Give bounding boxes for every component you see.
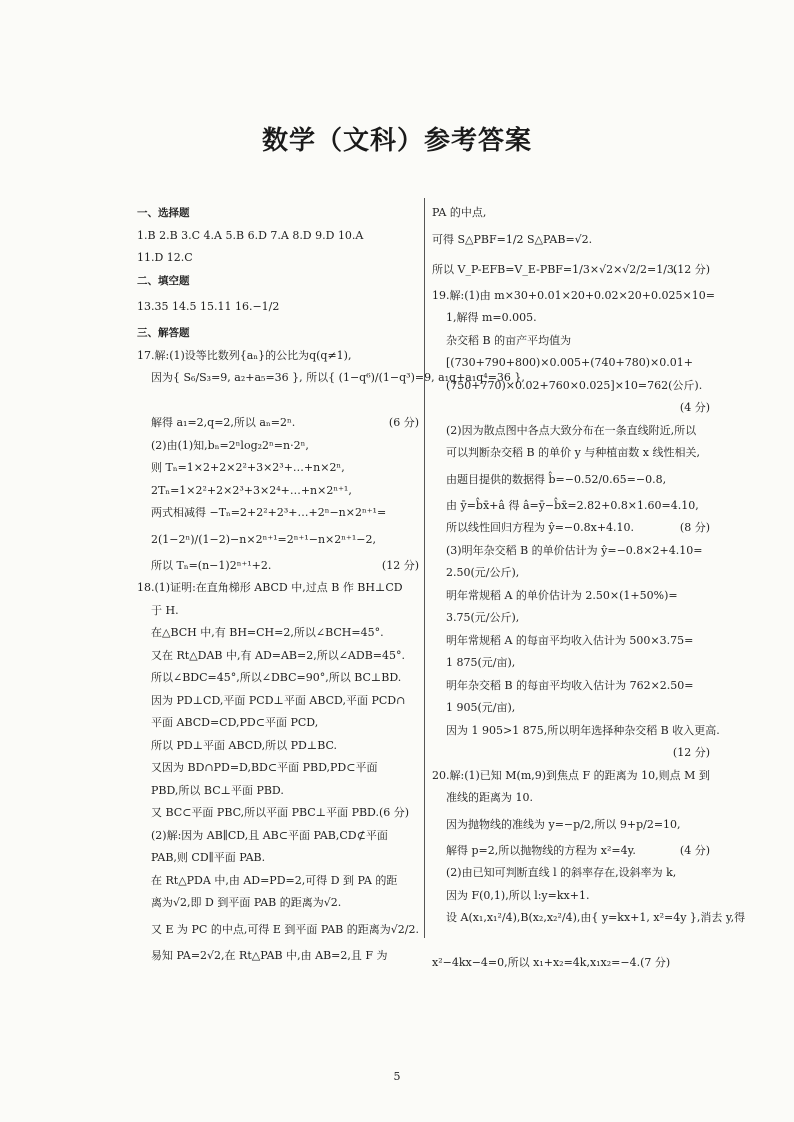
line-text: (2)因为散点图中各点大致分布在一条直线附近,所以 bbox=[446, 423, 697, 437]
text-line bbox=[432, 697, 710, 720]
line-text: 所以 Tₙ=(n−1)2ⁿ⁺¹+2. bbox=[151, 558, 272, 572]
line-text: [(730+790+800)×0.005+(740+780)×0.01+ bbox=[446, 356, 693, 369]
text-line bbox=[137, 345, 419, 368]
text-line bbox=[432, 585, 710, 608]
text-line bbox=[137, 502, 419, 525]
score-points: (6 分) bbox=[388, 416, 419, 429]
page-title: 数学（文科）参考答案 bbox=[261, 126, 532, 156]
line-text: (4 分) bbox=[679, 401, 710, 414]
line-text: 三、解答题 bbox=[137, 327, 190, 339]
line-text: (3)明年杂交稻 B 的单价估计为 ŷ=−0.8×2+4.10= bbox=[446, 543, 703, 557]
text-line bbox=[137, 870, 419, 893]
page-number: 5 bbox=[393, 1070, 401, 1083]
line-text: 由题目提供的数据得 b̂=−0.52/0.65=−0.8, bbox=[446, 472, 667, 486]
text-line bbox=[137, 525, 419, 555]
line-text: 所以∠BDC=45°,所以∠DBC=90°,所以 BC⊥BD. bbox=[151, 671, 402, 684]
line-text: 明年杂交稻 B 的每亩平均收入估计为 762×2.50= bbox=[446, 678, 694, 692]
text-line bbox=[432, 562, 710, 585]
line-text: 11.D 12.C bbox=[137, 251, 193, 264]
line-text: 准线的距离为 10. bbox=[446, 791, 533, 804]
line-text: 2Tₙ=1×2²+2×2³+3×2⁴+…+n×2ⁿ⁺¹, bbox=[151, 483, 352, 497]
text-line bbox=[137, 802, 419, 825]
text-line bbox=[137, 457, 419, 480]
text-line bbox=[137, 735, 419, 758]
line-text: 可得 S△PBF=1/2 S△PAB=√2. bbox=[432, 232, 593, 246]
line-text: 明年常规稻 A 的单价估计为 2.50×(1+50%)= bbox=[446, 588, 678, 602]
line-text: 2.50(元/公斤), bbox=[446, 566, 520, 579]
column-divider bbox=[424, 198, 425, 938]
text-line bbox=[137, 225, 419, 248]
text-line bbox=[137, 270, 419, 293]
text-line bbox=[432, 607, 710, 630]
line-text: 因为{ S₆/S₃=9, a₂+a₅=36 }, 所以{ (1−q⁶)/(1−q³)=9, a₁q+a₁q⁴=36 }, bbox=[151, 371, 525, 384]
line-text: 13.35 14.5 15.11 16.−1/2 bbox=[137, 300, 280, 313]
line-text: 两式相减得 −Tₙ=2+2²+2³+…+2ⁿ−n×2ⁿ⁺¹= bbox=[151, 506, 387, 519]
text-line bbox=[432, 630, 710, 653]
line-text: 离为√2,即 D 到平面 PAB 的距离为√2. bbox=[151, 896, 342, 909]
text-line bbox=[137, 555, 419, 578]
text-line bbox=[432, 652, 710, 675]
text-line bbox=[432, 330, 710, 353]
line-text: 所以线性回归方程为 ŷ=−0.8x+4.10. bbox=[446, 521, 635, 534]
text-line bbox=[137, 202, 419, 225]
text-line bbox=[432, 442, 710, 465]
text-line bbox=[137, 667, 419, 690]
line-text: 1,解得 m=0.005. bbox=[446, 311, 537, 324]
line-text: 设 A(x₁,x₁²/4),B(x₂,x₂²/4),由{ y=kx+1, x²=4y },消去 y,得 bbox=[446, 911, 746, 924]
text-line bbox=[137, 847, 419, 870]
text-line bbox=[137, 825, 419, 848]
text-line bbox=[432, 907, 746, 952]
text-line bbox=[432, 952, 710, 975]
text-line bbox=[432, 465, 710, 495]
line-text: 因为 F(0,1),所以 l:y=kx+1. bbox=[446, 888, 590, 902]
text-line bbox=[137, 577, 419, 600]
line-text: 解得 a₁=2,q=2,所以 aₙ=2ⁿ. bbox=[151, 416, 296, 429]
text-line bbox=[137, 435, 419, 458]
line-text: 因为抛物线的准线为 y=−p/2,所以 9+p/2=10, bbox=[446, 817, 681, 831]
line-text: 3.75(元/公斤), bbox=[446, 611, 520, 624]
text-line bbox=[432, 420, 710, 443]
line-text: 1 875(元/亩), bbox=[446, 656, 516, 669]
text-line bbox=[432, 742, 710, 765]
line-text: 所以 V_P-EFB=V_E-PBF=1/3×√2×√2/2=1/3. bbox=[432, 262, 678, 276]
line-text: PA 的中点, bbox=[432, 206, 487, 219]
line-text: 2(1−2ⁿ)/(1−2)−n×2ⁿ⁺¹=2ⁿ⁺¹−n×2ⁿ⁺¹−2, bbox=[151, 532, 376, 546]
line-text: 由 ȳ=b̂x̄+â 得 â=ȳ−b̂x̄=2.82+0.8×1.60=4.10, bbox=[446, 498, 699, 512]
line-text: 可以判断杂交稻 B 的单价 y 与种植亩数 x 线性相关, bbox=[446, 446, 700, 459]
line-text: 所以 PD⊥平面 ABCD,所以 PD⊥BC. bbox=[151, 738, 338, 752]
text-line bbox=[137, 645, 419, 668]
text-line bbox=[432, 517, 710, 540]
line-text: 又因为 BD∩PD=D,BD⊂平面 PBD,PD⊂平面 bbox=[151, 761, 378, 774]
line-text: 1.B 2.B 3.C 4.A 5.B 6.D 7.A 8.D 9.D 10.A bbox=[137, 228, 364, 242]
text-line bbox=[432, 352, 710, 375]
text-line bbox=[137, 690, 419, 713]
text-line bbox=[432, 307, 710, 330]
line-text: 20.解:(1)已知 M(m,9)到焦点 F 的距离为 10,则点 M 到 bbox=[432, 768, 710, 782]
line-text: (2)由已知可判断直线 l 的斜率存在,设斜率为 k, bbox=[446, 866, 677, 879]
line-text: 二、填空题 bbox=[137, 274, 190, 287]
text-line bbox=[432, 225, 710, 255]
text-line bbox=[137, 757, 419, 780]
line-text: (12 分) bbox=[672, 746, 710, 759]
text-line bbox=[432, 810, 710, 840]
text-line bbox=[432, 840, 710, 863]
line-text: 易知 PA=2√2,在 Rt△PAB 中,由 AB=2,且 F 为 bbox=[151, 948, 388, 962]
text-line bbox=[137, 247, 419, 270]
score-points: (12 分) bbox=[672, 262, 710, 276]
line-text: (2)由(1)知,bₙ=2ⁿlog₂2ⁿ=n·2ⁿ, bbox=[151, 438, 309, 452]
line-text: 在△BCH 中,有 BH=CH=2,所以∠BCH=45°. bbox=[151, 626, 384, 639]
score-points: (4 分) bbox=[679, 843, 710, 857]
line-text: PAB,则 CD∥平面 PAB. bbox=[151, 851, 266, 864]
line-text: 杂交稻 B 的亩产平均值为 bbox=[446, 333, 572, 347]
line-text: (750+770)×0.02+760×0.025]×10=762(公斤). bbox=[446, 378, 703, 392]
text-line bbox=[137, 712, 419, 735]
text-line bbox=[137, 412, 419, 435]
text-line bbox=[432, 397, 710, 420]
line-text: 解得 p=2,所以抛物线的方程为 x²=4y. bbox=[446, 843, 636, 857]
text-line bbox=[432, 375, 710, 398]
text-line bbox=[432, 765, 710, 788]
line-text: 一、选择题 bbox=[137, 207, 190, 219]
text-line bbox=[137, 322, 419, 345]
line-text: 在 Rt△PDA 中,由 AD=PD=2,可得 D 到 PA 的距 bbox=[151, 873, 398, 887]
text-line bbox=[137, 915, 419, 945]
line-text: 于 H. bbox=[151, 603, 179, 617]
line-text: 又 BC⊂平面 PBC,所以平面 PBC⊥平面 PBD.(6 分) bbox=[151, 806, 410, 819]
line-text: 因为 PD⊥CD,平面 PCD⊥平面 ABCD,平面 PCD∩ bbox=[151, 693, 406, 707]
line-text: 明年常规稻 A 的每亩平均收入估计为 500×3.75= bbox=[446, 633, 694, 647]
line-text: 又 E 为 PC 的中点,可得 E 到平面 PAB 的距离为√2/2. bbox=[151, 922, 419, 936]
line-text: 因为 1 905>1 875,所以明年选择种杂交稻 B 收入更高. bbox=[446, 723, 720, 737]
line-text: (2)解:因为 AB∥CD,且 AB⊂平面 PAB,CD⊄平面 bbox=[151, 828, 388, 842]
text-line bbox=[432, 675, 710, 698]
text-line bbox=[137, 780, 419, 803]
text-line bbox=[432, 720, 720, 743]
line-text: 17.解:(1)设等比数列{aₙ}的公比为q(q≠1), bbox=[137, 348, 352, 362]
text-line bbox=[432, 202, 710, 225]
line-text: 19.解:(1)由 m×30+0.01×20+0.02×20+0.025×10= bbox=[432, 288, 715, 302]
text-line bbox=[137, 892, 419, 915]
text-line bbox=[432, 885, 710, 908]
score-points: (8 分) bbox=[679, 521, 710, 534]
score-points: (12 分) bbox=[381, 558, 419, 572]
text-line bbox=[137, 480, 419, 503]
text-line bbox=[137, 367, 525, 412]
line-text: 又在 Rt△DAB 中,有 AD=AB=2,所以∠ADB=45°. bbox=[151, 648, 405, 662]
line-text: x²−4kx−4=0,所以 x₁+x₂=4k,x₁x₂=−4.(7 分) bbox=[432, 956, 671, 969]
text-line bbox=[137, 622, 419, 645]
line-text: 1 905(元/亩), bbox=[446, 701, 516, 714]
line-text: 平面 ABCD=CD,PD⊂平面 PCD, bbox=[151, 716, 319, 729]
right-column bbox=[432, 202, 746, 975]
text-line bbox=[137, 600, 419, 623]
text-line bbox=[137, 945, 419, 968]
text-line bbox=[432, 255, 710, 285]
text-line bbox=[432, 285, 715, 308]
line-text: 则 Tₙ=1×2+2×2²+3×2³+…+n×2ⁿ, bbox=[151, 461, 345, 474]
line-text: 18.(1)证明:在直角梯形 ABCD 中,过点 B 作 BH⊥CD bbox=[137, 581, 403, 594]
text-line bbox=[137, 292, 419, 322]
text-line bbox=[432, 862, 710, 885]
line-text: PBD,所以 BC⊥平面 PBD. bbox=[151, 783, 284, 797]
text-line bbox=[432, 495, 710, 518]
text-line bbox=[432, 540, 710, 563]
text-line bbox=[432, 787, 710, 810]
